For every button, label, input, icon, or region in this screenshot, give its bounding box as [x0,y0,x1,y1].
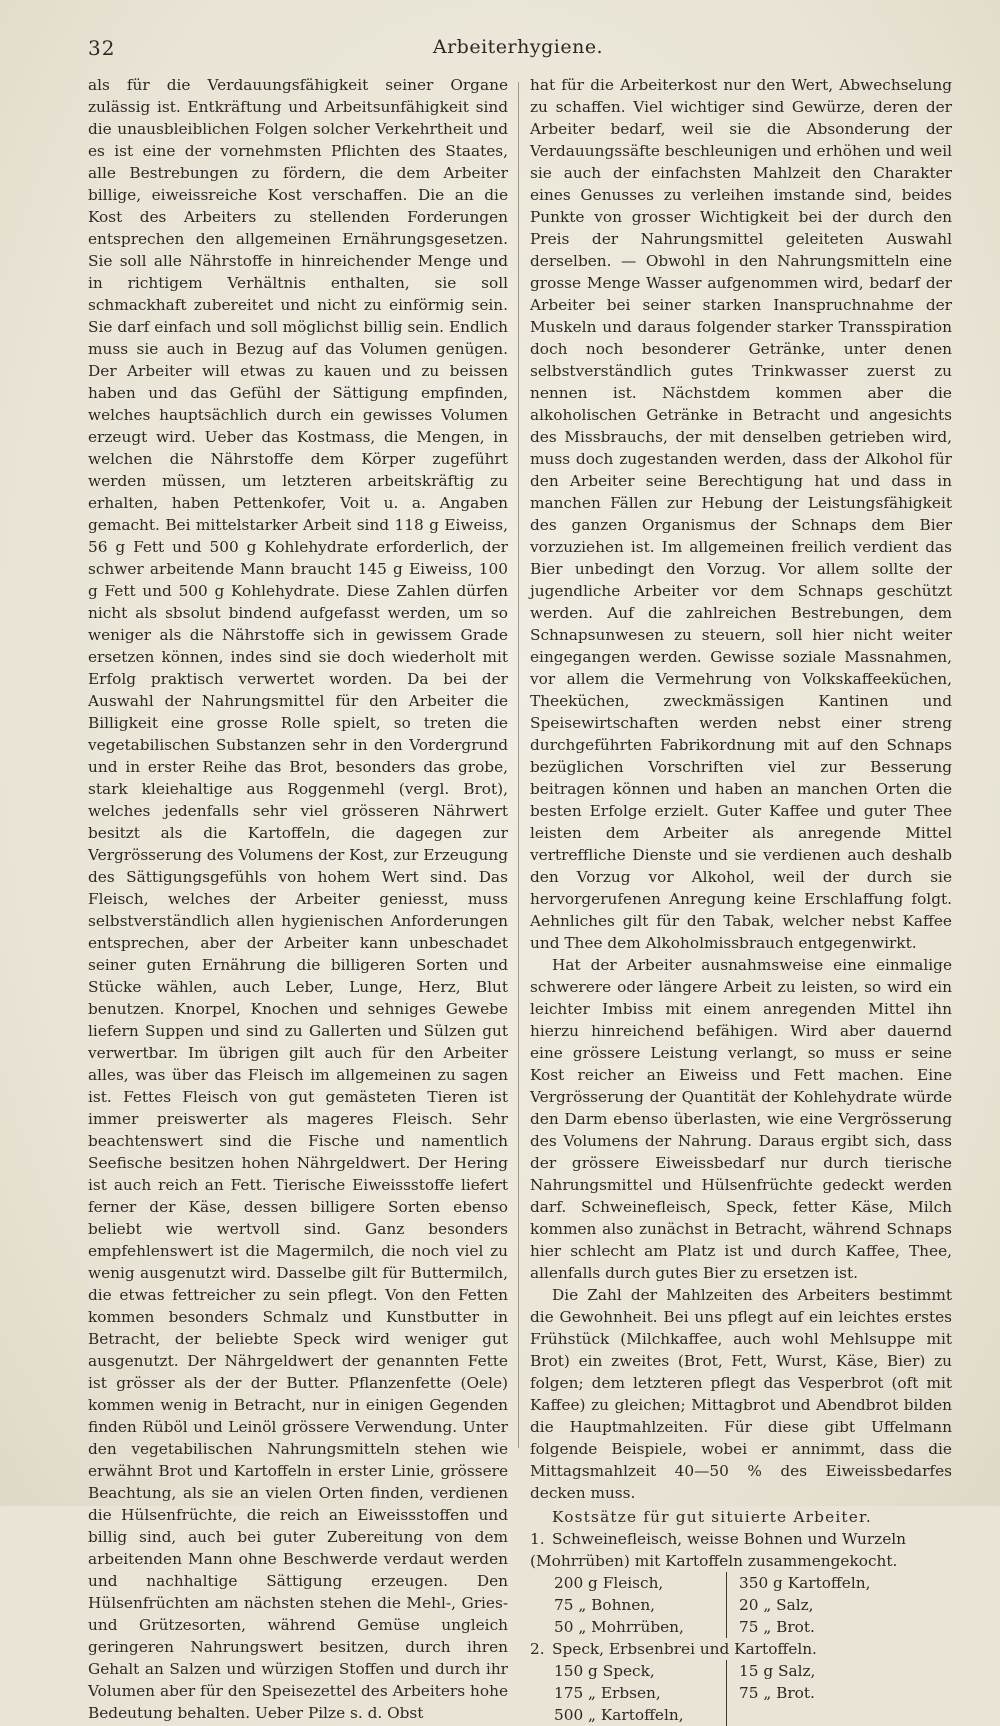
recipe-1-left-2: 50 „ Mohrrüben, [554,1618,684,1636]
left-column [88,74,508,1724]
recipe-2-right-1: 75 „ Brot. [739,1684,815,1702]
table-row [530,1682,952,1704]
right-paragraph-3: Die Zahl der Mahlzeiten des Arbeiters bestimmt die Gewohnheit. Bei uns pflegt auf ein leichtes erstes Frühstück (Milchkaffee, auch wohl Mehlsuppe mit Brot) ein zweites (Brot, Fett, Wurst, Käse, Bier) zu folgen; dem letzteren pflegt das Vesperbrot (oft mit Kaffee) zu gleichen; Mittagbrot und Abendbrot bilden die Hauptmahlzeiten. Für diese gibt Uffelmann folgende Beispiele, wobei er annimmt, dass die Mittagsmahlzeit 40—50 % des Eiweissbedarfes decken muss. [530,1286,952,1502]
table-row [530,1660,952,1682]
recipe-1-table [530,1572,952,1638]
table-separator [726,1594,727,1616]
running-head: Arbeiterhygiene. [432,36,604,58]
recipe-2-right-2 [739,1704,952,1726]
recipe-2-left-2: 500 „ Kartoffeln, [554,1706,684,1724]
recipe-1 [530,1528,952,1638]
recipe-2-left-1: 175 „ Erbsen, [554,1684,661,1702]
table-separator [726,1616,727,1638]
table-separator [726,1572,727,1594]
recipe-1-number: 1. [530,1530,545,1548]
recipe-2-right-0: 15 g Salz, [739,1662,816,1680]
right-column [530,74,952,1726]
recipe-1-left-0: 200 g Fleisch, [554,1574,664,1592]
table-row [530,1572,952,1594]
left-column-paragraph: als für die Verdauungsfähigkeit seiner Organe zulässig ist. Entkräftung und Arbeitsunfähigkeit sind die unausbleiblichen Folgen solcher Verkehrtheit und es ist eine der vornehmsten Pflichten des Staates, alle Bestrebungen zu fördern, die dem Arbeiter billige, eiweissreiche Kost verschaffen. Die an die Kost des Arbeiters zu stellenden Forderungen entsprechen den allgemeinen Ernährungsgesetzen. Sie soll alle Nährstoffe in hinreichender Menge und in richtigem Verhältnis enthalten, sie soll schmackhaft zubereitet und nicht zu einförmig sein. Sie darf einfach und soll möglichst billig sein. Endlich muss sie auch in Bezug auf das Volumen genügen. Der Arbeiter will etwas zu kauen und zu beissen haben und das Gefühl der Sättigung empfinden, welches hauptsächlich durch ein gewisses Volumen erzeugt wird. Ueber das Kostmass, die Mengen, in welchen die Nährstoffe dem Körper zugeführt werden müssen, um letzteren arbeitskräftig zu erhalten, haben Pettenkofer, Voit u. a. Angaben gemacht. Bei mittelstarker Arbeit sind 118 g Eiweiss, 56 g Fett und 500 g Kohlehydrate erforderlich, der schwer arbeitende Mann braucht 145 g Eiweiss, 100 g Fett und 500 g Kohlehydrate. Diese Zahlen dürfen nicht als sbsolut bindend aufgefasst werden, um so weniger als die Nährstoffe sich in gewissem Grade ersetzen können, indes sind sie doch wiederholt mit Erfolg praktisch verwertet worden. Da bei der Auswahl der Nahrungsmittel für den Arbeiter die Billigkeit eine grosse Rolle spielt, so treten die vegetabilischen Substanzen sehr in den Vordergrund und in erster Reihe das Brot, besonders das grobe, stark kleiehaltige aus Roggenmehl (vergl. Brot), welches jedenfalls sehr viel grösseren Nährwert besitzt als die Kartoffeln, die dagegen zur Vergrösserung des Volumens der Kost, zur Erzeugung des Sättigungsgefühls von hohem Wert sind. Das Fleisch, welches der Arbeiter geniesst, muss selbstverständlich allen hygienischen Anforderungen entsprechen, aber der Arbeiter kann unbeschadet seiner guten Ernährung die billigeren Sorten und Stücke wählen, auch Leber, Lunge, Herz, Blut benutzen. Knorpel, Knochen und sehniges Gewebe liefern Suppen und sind zu Gallerten und Sülzen gut verwertbar. Im übrigen gilt auch für den Arbeiter alles, was über das Fleisch im allgemeinen zu sagen ist. Fettes Fleisch von gut gemästeten Tieren ist immer preiswerter als mageres Fleisch. Sehr beachtenswert sind die Fische und namentlich Seefische besitzen hohen Nährgeldwert. Der Hering ist auch reich an Fett. Tierische Eiweissstoffe liefert ferner der Käse, dessen billigere Sorten ebenso beliebt wie wertvoll sind. Ganz besonders empfehlenswert ist die Magermilch, die noch viel zu wenig ausgenutzt wird. Dasselbe gilt für Buttermilch, die etwas fettreicher zu sein pflegt. Von den Fetten kommen besonders Schmalz und Kunstbutter in Betracht, der beliebte Speck wird weniger gut ausgenutzt. Der Nährgeldwert der genannten Fette ist grösser als der der Butter. Pflanzenfette (Oele) kommen wenig in Betracht, nur in einigen Gegenden finden Rüböl und Leinöl grössere Verwendung. Unter den vegetabilischen Nahrungsmitteln stehen wie erwähnt Brot und Kartoffeln in erster Linie, grössere Beachtung, als sie an vielen Orten finden, verdienen die Hülsenfrüchte, die reich an Eiweissstoffen und billig sind, auch bei guter Zubereitung von dem arbeitenden Mann ohne Beschwerde verdaut werden und nachhaltige Sättigung erzeugen. Den Hülsenfrüchten am nächsten stehen die Mehl-, Gries- und Grützesorten, während Gemüse ungleich geringeren Nahrungswert besitzen, durch ihren Gehalt an Salzen und würzigen Stoffen und durch ihr Volumen aber für den Speisezettel des Arbeiters hohe Bedeutung behalten. Ueber Pilze s. d. Obst [88,76,508,1722]
table-row [530,1704,952,1726]
page-header [88,36,948,66]
recipe-2-number: 2. [530,1640,545,1658]
recipe-1-right-1: 20 „ Salz, [739,1596,814,1614]
table-separator [726,1682,727,1704]
recipe-1-right-0: 350 g Kartoffeln, [739,1574,871,1592]
table-separator [726,1660,727,1682]
right-paragraph-2: Hat der Arbeiter ausnahmsweise eine einmalige schwerere oder längere Arbeit zu leisten, so wird ein leichter Imbiss mit einem anregenden Mittel ihn hierzu hinreichend befähigen. Wird aber dauernd eine grössere Leistung verlangt, so muss er seine Kost reicher an Eiweiss und Fett machen. Eine Vergrösserung der Quantität der Kohlehydrate würde den Darm ebenso überlasten, wie eine Vergrösserung des Volumens der Nahrung. Daraus ergibt sich, dass der grössere Eiweissbedarf nur durch tierische Nahrungsmittel und Hülsenfrüchte gedeckt werden darf. Schweinefleisch, Speck, fetter Käse, Milch kommen also zunächst in Betracht, während Schnaps hier schlecht am Platz ist und durch Kaffee, Thee, allenfalls durch gutes Bier zu ersetzen ist. [530,956,952,1282]
table-row [530,1616,952,1638]
page-number: 32 [88,36,116,60]
recipe-2-table [530,1660,952,1726]
right-paragraph-1: hat für die Arbeiterkost nur den Wert, Abwechselung zu schaffen. Viel wichtiger sind Gewürze, deren der Arbeiter bedarf, weil sie die Absonderung der Verdauungssäfte beschleunigen und erhöhen und weil sie auch der einfachsten Mahlzeit den Charakter eines Genusses zu verleihen imstande sind, beides Punkte von grosser Wichtigkeit bei der durch den Preis der Nahrungsmittel geleiteten Auswahl derselben. — Obwohl in den Nahrungsmitteln eine grosse Menge Wasser aufgenommen wird, bedarf der Arbeiter bei seiner starken Inanspruchnahme der Muskeln und daraus folgender starker Transspiration doch noch besonderer Getränke, unter denen selbstverständlich gutes Trinkwasser zuerst zu nennen ist. Nächstdem kommen aber die alkoholischen Getränke in Betracht und angesichts des Missbrauchs, der mit denselben getrieben wird, muss doch zugestanden werden, dass der Alkohol für den Arbeiter seine Berechtigung hat und dass in manchen Fällen zur Hebung der Leistungsfähigkeit des ganzen Organismus der Schnaps dem Bier vorzuziehen ist. Im allgemeinen freilich verdient das Bier unbedingt den Vorzug. Vor allem sollte der jugendliche Arbeiter vor dem Schnaps geschützt werden. Auf die zahlreichen Bestrebungen, dem Schnapsunwesen zu steuern, soll hier nicht weiter eingegangen werden. Gewisse soziale Massnahmen, vor allem die Vermehrung von Volkskaffeeküchen, Theeküchen, zweckmässigen Kantinen und Speisewirtschaften werden nebst einer streng durchgeführten Fabrikordnung mit auf den Schnaps bezüglichen Vorschriften viel zur Besserung beitragen können und haben an manchen Orten die besten Erfolge erzielt. Guter Kaffee und guter Thee leisten dem Arbeiter als anregende Mittel vertreffliche Dienste und sie verdienen auch deshalb den Vorzug vor Alkohol, weil der durch sie hervorgerufenen Anregung keine Erschlaffung folgt. Aehnliches gilt für den Tabak, welcher nebst Kaffee und Thee dem Alkoholmissbrauch entgegenwirkt. [530,76,952,952]
recipe-2 [530,1638,952,1726]
table-separator [726,1704,727,1726]
column-divider [518,82,519,1448]
recipe-1-title: Schweinefleisch, weisse Bohnen und Wurzeln (Mohrrüben) mit Kartoffeln zusammengekocht. [530,1530,907,1570]
recipe-1-left-1: 75 „ Bohnen, [554,1596,656,1614]
table-row [530,1594,952,1616]
recipe-heading: Kostsätze für gut situierte Arbeiter. [552,1508,872,1526]
recipe-2-title: Speck, Erbsenbrei und Kartoffeln. [552,1640,817,1658]
recipe-2-left-0: 150 g Speck, [554,1662,655,1680]
recipe-1-right-2: 75 „ Brot. [739,1618,815,1636]
